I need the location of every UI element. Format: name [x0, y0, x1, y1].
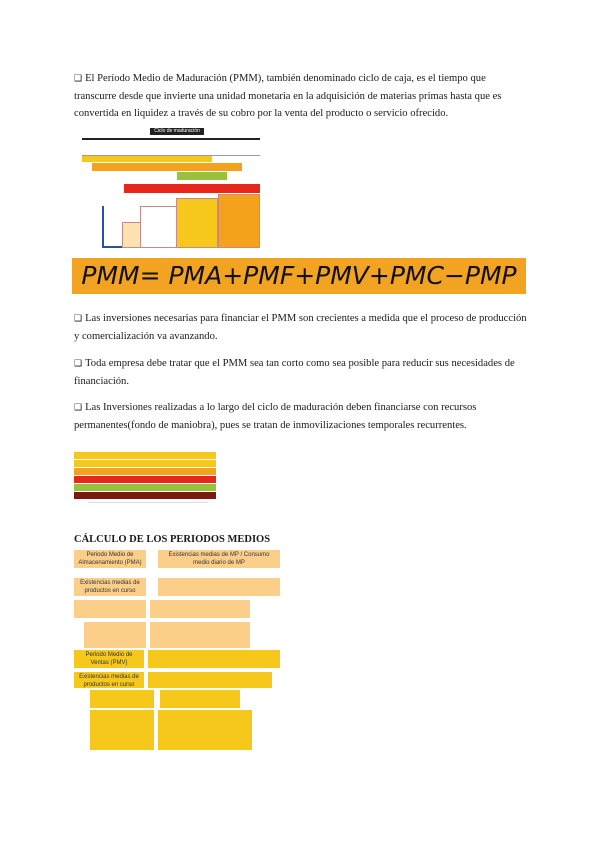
- calc-block-2-formula: [158, 578, 280, 596]
- calc-block-8-formula: [158, 710, 252, 750]
- checkbox-bullet-icon: ❑: [74, 314, 83, 324]
- calc-block-3-label: [74, 600, 146, 618]
- cycle-band-orange: [92, 163, 242, 171]
- calc-block-7-label: [90, 690, 154, 708]
- legend-row-total: [74, 492, 216, 499]
- legend-note: [88, 502, 208, 517]
- calc-block-2-label: Existencias medias de productos en curso: [74, 578, 146, 596]
- calc-block-8-label: [90, 710, 154, 750]
- calc-block-pma-label: Periodo Medio de Almacenamiento (PMA): [74, 550, 146, 568]
- paragraph-investments-growing: [74, 310, 528, 345]
- cycle-title-bar: Ciclo de maduración: [150, 128, 204, 135]
- paragraph-text: Toda empresa debe tratar que el PMM sea tan corto como sea posible para reducir sus necesidades de financiación.: [74, 358, 515, 387]
- section-heading-calculo: CÁLCULO DE LOS PERIODOS MEDIOS: [74, 534, 271, 545]
- legend-row-5: [74, 484, 216, 491]
- legend-row-2: [74, 460, 216, 467]
- cycle-band-green: [177, 172, 227, 180]
- calc-block-6-formula: [148, 672, 272, 688]
- calc-block-6-label: Existencias medias de productos en curso: [74, 672, 144, 688]
- paragraph-text: Las Inversiones realizadas a lo largo del ciclo de maduración deben financiarse con recursos permanentes(fondo de maniobra), pues se tratan de inmovilizaciones temporales recurrentes.: [74, 402, 477, 431]
- legend-row-1: [74, 452, 216, 459]
- cycle-step-3: [176, 198, 218, 248]
- cycle-band-red: [124, 184, 260, 193]
- checkbox-bullet-icon: ❑: [74, 359, 83, 369]
- legend-row-3: [74, 468, 216, 475]
- calc-block-pmv-formula: [148, 650, 280, 668]
- paragraph-text: Las inversiones necesarias para financiar el PMM son crecientes a medida que el proceso de producción y comercialización va avanzando.: [74, 313, 527, 342]
- checkbox-bullet-icon: ❑: [74, 403, 83, 413]
- cycle-diagram: [82, 128, 260, 250]
- calc-block-4-formula: [150, 622, 250, 648]
- cycle-phase-line: [82, 138, 260, 140]
- cycle-step-4: [218, 194, 260, 248]
- calc-block-3-formula: [150, 600, 250, 618]
- calc-block-pma-formula: Existencias medias de MP / Consumo medio diario de MP: [158, 550, 280, 568]
- legend-row-4: [74, 476, 216, 483]
- paragraph-permanent-financing: [74, 399, 528, 434]
- cycle-axis-vertical: [102, 206, 104, 246]
- cycle-step-1: [122, 222, 142, 248]
- pmm-formula-banner: PMM= PMA+PMF+PMV+PMC−PMP: [72, 258, 526, 294]
- calc-block-pmv-label: Periodo Medio de Ventas (PMV): [74, 650, 144, 668]
- calc-block-4-label: [84, 622, 146, 648]
- paragraph-short-pmm: [74, 355, 528, 390]
- paragraph-pmm-definition: [74, 70, 528, 122]
- paragraph-text: El Período Medio de Maduración (PMM), también denominado ciclo de caja, es el tiempo que transcurre desde que invierte una unidad monetaria en la adquisición de materias primas hasta que es convertida en liquidez a través de su cobro por la venta del producto o servicio ofrecido.: [74, 73, 502, 119]
- summary-legend-table: [74, 444, 216, 516]
- cycle-step-2: [140, 206, 178, 248]
- calc-block-7-formula: [160, 690, 240, 708]
- checkbox-bullet-icon: ❑: [74, 74, 83, 84]
- cycle-band-yellow: [82, 156, 212, 162]
- calc-formulas-figure: [74, 548, 280, 752]
